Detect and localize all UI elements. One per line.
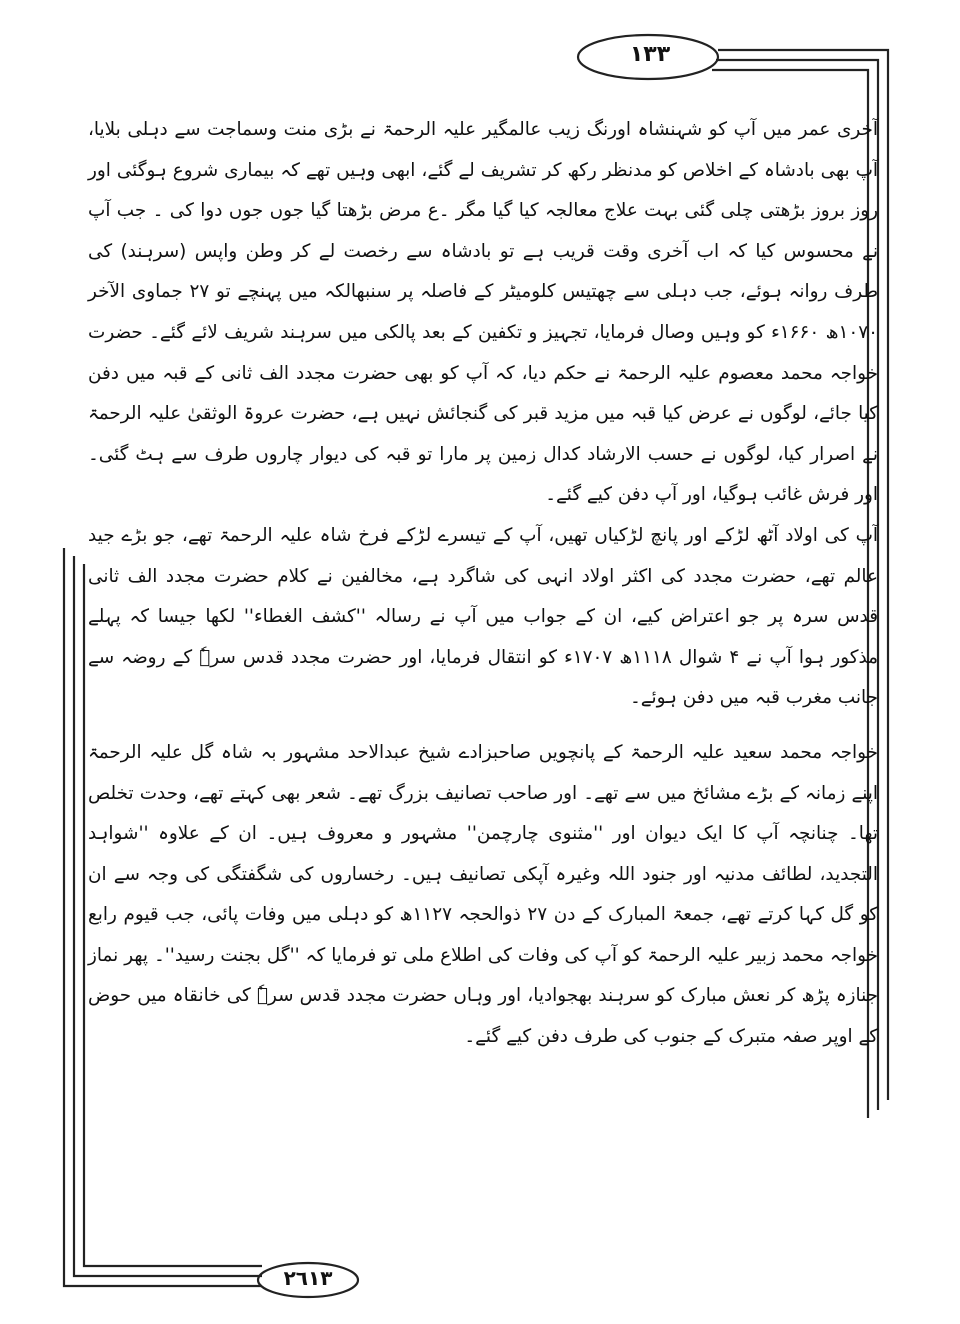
footer-number: ۲٦۱۳ — [283, 1266, 333, 1290]
document-body — [88, 110, 878, 1058]
paragraph: آپ کی اولاد آٹھ لڑکے اور پانچ لڑکیاں تھیں، آپ کے تیسرے لڑکے فرخ شاہ علیہ الرحمۃ تھے، جو بڑے جید عالم تھے، حضرت مجدد کی اکثر اولاد انہی کی شاگرد ہے، مخالفین نے کلام حضرت مجدد الف ثانی قدس سرہ پر جو اعتراض کیے، ان کے جواب میں آپ نے رسالہ ''کشف الغطاء'' لکھا جیسا کہ پہلے مذکور ہوا آپ نے ۴ شوال ۱۱۱۸ھ ۱۷۰۷ء کو انتقال فرمایا، اور حضرت مجدد قدس سرہٗ کے روضہ سے جانب مغرب قبہ میں دفن ہوئے۔ — [88, 524, 879, 709]
page-number: ۱۳۳ — [629, 42, 671, 67]
paragraph: خواجہ محمد سعید علیہ الرحمۃ کے پانچویں صاحبزادے شیخ عبدالاحد مشہور بہ شاہ گل علیہ الرحمۃ اپنے زمانہ کے بڑے مشائخ میں سے تھے۔ اور صاحب تصانیف بزرگ تھے۔ شعر بھی کہتے تھے، وحدت تخلص تھا۔ چنانچہ آپ کا ایک دیوان اور ''مثنوی چارچمن'' مشہور و معروف ہیں۔ ان کے علاوہ ''شواہد التجدید، لطائف مدنیہ اور جنود اللہ وغیرہ آپکی تصانیف ہیں۔ رخساروں کی شگفتگی کی وجہ سے ان کو گل کہا کرتے تھے، جمعۃ المبارک کے دن ۲۷ ذوالحجہ ۱۱۲۷ھ کو دہلی میں وفات پائی، جب قیوم رابع خواجہ محمد زبیر علیہ الرحمۃ کو آپ کی وفات کی اطلاع ملی تو فرمایا کہ ''گل بجنت رسید''۔ پھر نماز جنازہ پڑھ کر نعش مبارک کو سرہند بھجوادیا، اور وہاں حضرت مجدد قدس سرہٗ کی خانقاہ میں حوض کے اوپر صفہ متبرک کے جنوب کی طرف دفن کیے گئے۔ — [88, 741, 878, 1048]
paragraph: آخری عمر میں آپ کو شہنشاہ اورنگ زیب عالمگیر علیہ الرحمۃ نے بڑی منت وسماجت سے دہلی بلایا، آپ بھی بادشاہ کے اخلاص کو مدنظر رکھ کر تشریف لے گئے، ابھی وہیں تھے کہ بیماری شروع ہوگئی اور روز بروز بڑھتی چلی گئی بہت علاج معالجہ کیا گیا مگر ۔ع مرض بڑھتا گیا جوں جوں دوا کی ۔ جب آپ نے محسوس کیا کہ اب آخری وقت قریب ہے تو بادشاہ سے رخصت لے کر وطن واپس (سرہند) کی طرف روانہ ہوئے، جب دہلی سے چھتیس کلومیٹر کے فاصلہ پر سنبھالکہ میں پہنچے تو ۲۷ جماوی الآخر ۱۰۷۰ھ ۱۶۶۰ء کو وہیں وصال فرمایا، تجہیز و تکفین کے بعد پالکی میں سرہند شریف لائے گئے۔ حضرت خواجہ محمد معصوم علیہ الرحمۃ نے حکم دیا، کہ آپ کو بھی حضرت مجدد الف ثانی کے قبہ میں دفن کیا جائے، لوگوں نے عرض کیا قبہ میں مزید قبر کی گنجائش نہیں ہے، حضرت عروۃ الوثقیٰ علیہ الرحمۃ نے اصرار کیا، لوگوں نے حسب الارشاد کدال زمین پر مارا تو قبہ کی دیوار چاروں طرف سے ہٹ گئی۔ اور فرش غائب ہوگیا، اور آپ دفن کیے گئے۔ — [88, 119, 878, 506]
